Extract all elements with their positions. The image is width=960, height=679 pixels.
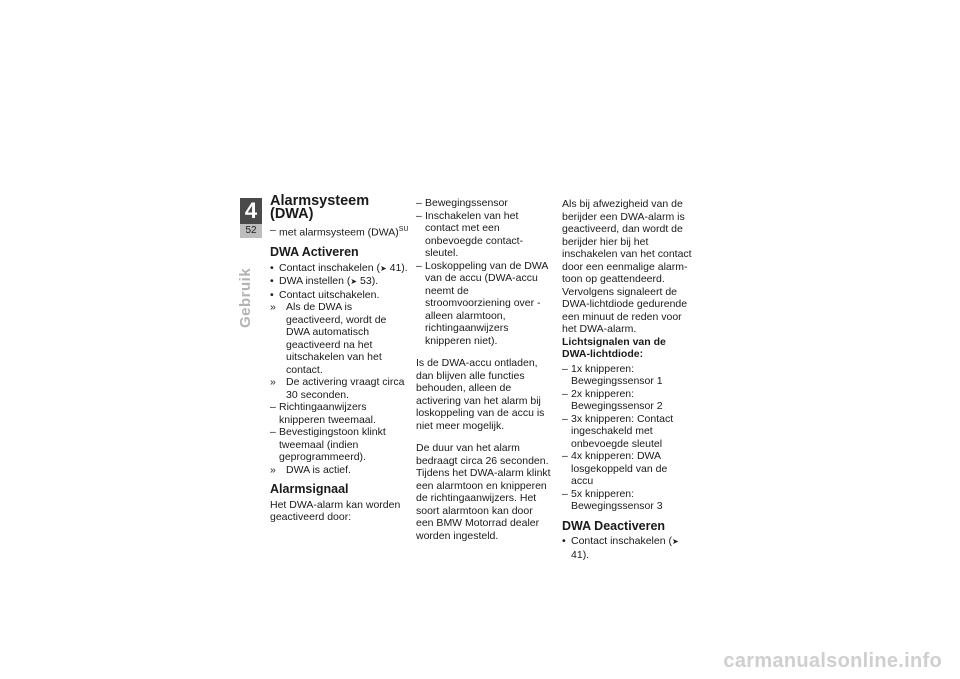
chapter-tab — [240, 198, 262, 238]
trigger-list — [416, 197, 552, 347]
intro-list — [270, 224, 410, 239]
column-2 — [416, 197, 552, 552]
activation-step: – Richtingaanwijzers knipperen tweemaal. — [270, 401, 376, 426]
page-number: 52 — [240, 224, 262, 238]
activation-steps — [270, 262, 410, 477]
page-ref-arrow-icon: ➤ — [379, 263, 387, 273]
activation-step: » Als de DWA is geactiveerd, wordt de DWA automatisch geactiveerd na het uitschakelen van het contact. — [270, 301, 387, 376]
signal-item: – 3x knipperen: Contact ingeschakeld met onbevoegde sleutel — [562, 412, 674, 450]
trigger-item: – Inschakelen van het contact met een onbevoegde contactsleutel. — [416, 209, 524, 259]
section-title: Alarmsysteem (DWA) — [270, 193, 370, 222]
activation-step: • Contact uitschakelen. — [270, 288, 380, 301]
deactivation-step: • Contact inschakelen (➤ 41). — [562, 535, 679, 561]
activation-step: – Bevestigingstoon klinkt tweemaal (indien geprogrammeerd). — [270, 426, 386, 463]
column-3 — [562, 198, 692, 561]
signal-item: – 5x knipperen: Bewegingssensor 3 — [562, 487, 663, 512]
signal-item: – 2x knipperen: Bewegingssensor 2 — [562, 387, 663, 412]
paragraph-duur: De duur van het alarm bedraagt circa 26 seconden. Tijdens het DWA-alarm klinkt een alarmtoon en knipperen de richtingaanwijzers. Het soort alarmtoon kan door een BMW Motorrad dealer worden ingesteld. — [416, 442, 551, 542]
heading-activeren: DWA Activeren — [270, 245, 359, 259]
watermark: carmanualsonline.info — [723, 650, 942, 672]
deactivation-steps — [562, 535, 692, 561]
trigger-item: – Loskoppeling van de DWA van de accu (DWA-accu neemt de stroomvoorziening over - alleen alarmtoon, richtingaanwijzers knipperen niet). — [416, 259, 548, 347]
heading-deactiveren: DWA Deactiveren — [562, 518, 666, 533]
signal-item: – 1x knipperen: Bewegingssensor 1 — [562, 362, 663, 387]
intro-item: – met alarmsysteem (DWA)$^{SU}$ — [270, 224, 409, 239]
column-1 — [270, 195, 410, 534]
signal-list — [562, 363, 692, 513]
heading-alarmsignaal: Alarmsignaal — [270, 482, 349, 496]
activation-step: » DWA is actief. — [270, 463, 351, 476]
signal-item: – 4x knipperen: DWA losgekoppeld van de accu — [562, 450, 668, 487]
chapter-number: 4 — [240, 198, 262, 224]
paragraph-accu: Is de DWA-accu ontladen, dan blijven alle functies behouden, alleen de activering van het alarm bij loskoppeling van de accu is niet meer mogelijk. — [416, 357, 545, 432]
paragraph-afwezigheid: Als bij afwezigheid van de berijder een DWA-alarm is geactiveerd, dan wordt de berijder hier bij het inschakelen van het contact door een eenmalige alarmtoon op geattendeerd. Vervolgens signaleert de DWA-lichtdiode gedurende een minuut de reden voor het DWA-alarm. — [562, 198, 692, 335]
page-ref-arrow-icon: ➤ — [671, 537, 679, 546]
chapter-side-label: Gebruik — [237, 267, 254, 328]
trigger-item: – Bewegingssensor — [416, 197, 508, 209]
heading-lichtsignalen: Lichtsignalen van de DWA-lichtdiode: — [562, 335, 666, 360]
page-ref-arrow-icon: ➤ — [350, 277, 358, 286]
alarmsignaal-text: Het DWA-alarm kan worden geactiveerd door: — [270, 498, 401, 523]
activation-step: • DWA instellen (➤ 53). — [270, 275, 379, 287]
activation-step: » De activering vraagt circa 30 seconden. — [270, 376, 405, 401]
activation-step: • Contact inschakelen (➤ 41). — [270, 261, 408, 274]
